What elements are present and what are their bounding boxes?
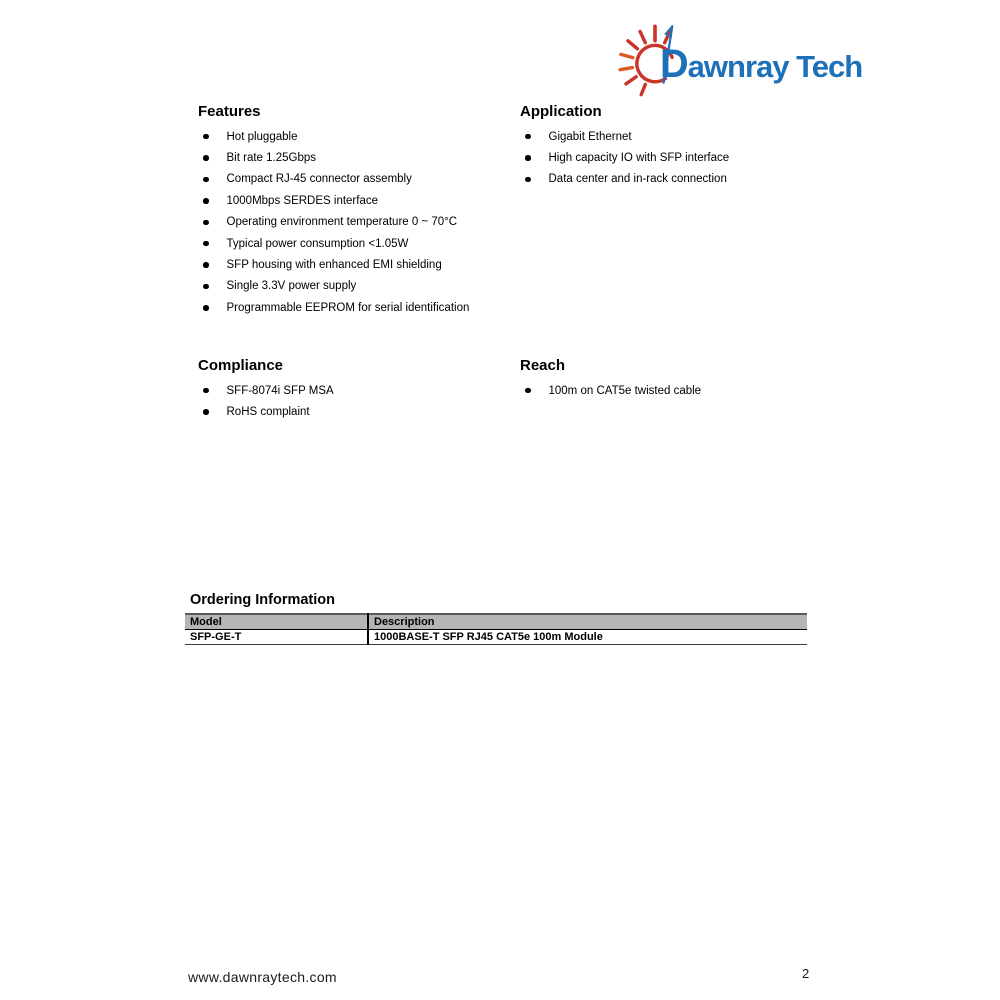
- list-item-label: Programmable EEPROM for serial identification: [226, 301, 470, 314]
- list-item-label: Operating environment temperature 0 ~ 70°C: [226, 216, 458, 229]
- features-title: Features: [198, 103, 261, 120]
- reach-title: Reach: [520, 357, 566, 374]
- list-item: [198, 233, 538, 254]
- list-item-label: Data center and in-rack connection: [548, 173, 727, 186]
- list-item-label: RoHS complaint: [226, 406, 310, 419]
- list-item-label: Compact RJ-45 connector assembly: [226, 173, 412, 186]
- table-header-description: Description: [368, 614, 807, 630]
- list-item-label: Single 3.3V power supply: [226, 280, 357, 293]
- bullet-icon: [203, 284, 209, 290]
- bullet-icon: [203, 177, 209, 183]
- list-item: [520, 147, 860, 168]
- list-item-label: SFP housing with enhanced EMI shielding: [226, 259, 442, 272]
- bullet-icon: [203, 220, 209, 226]
- list-item: [520, 169, 860, 190]
- list-item-label: High capacity IO with SFP interface: [548, 152, 730, 165]
- bullet-icon: [203, 155, 209, 161]
- section-compliance: [198, 357, 538, 423]
- table-cell-model: SFP-GE-T: [190, 631, 242, 643]
- list-item-label: SFF-8074i SFP MSA: [226, 384, 334, 397]
- features-list: [198, 126, 538, 319]
- bullet-icon: [203, 134, 209, 140]
- reach-list: [520, 380, 860, 401]
- bullet-icon: [203, 388, 209, 394]
- page-number: 2: [802, 966, 810, 981]
- bullet-icon: [203, 198, 209, 204]
- list-item-label: Typical power consumption <1.05W: [226, 237, 409, 250]
- ordering-table: [185, 613, 807, 645]
- list-item: [198, 169, 538, 190]
- list-item-label: 100m on CAT5e twisted cable: [548, 384, 702, 397]
- brand-logo: [616, 10, 862, 98]
- bullet-icon: [525, 134, 531, 140]
- list-item-label: Hot pluggable: [226, 130, 298, 143]
- list-item: [198, 254, 538, 275]
- list-item: [520, 126, 860, 147]
- brand-name: Dawnray Tech: [660, 42, 863, 86]
- list-item: [198, 276, 538, 297]
- list-item: [198, 126, 538, 147]
- list-item: [198, 190, 538, 211]
- list-item-label: Bit rate 1.25Gbps: [226, 152, 316, 165]
- section-application: [520, 103, 860, 190]
- table-header-model: Model: [190, 616, 222, 628]
- table-header-row: [185, 614, 807, 630]
- table-row: [185, 630, 807, 645]
- section-reach: [520, 357, 860, 401]
- list-item: [198, 212, 538, 233]
- bullet-icon: [525, 177, 531, 183]
- table-cell-description: 1000BASE-T SFP RJ45 CAT5e 100m Module: [368, 630, 807, 645]
- list-item: [198, 380, 538, 401]
- application-list: [520, 126, 860, 190]
- application-title: Application: [520, 103, 602, 120]
- list-item: [520, 380, 860, 401]
- footer-website: www.dawnraytech.com: [188, 969, 337, 985]
- list-item: [198, 401, 538, 422]
- bullet-icon: [203, 305, 209, 311]
- compliance-list: [198, 380, 538, 423]
- list-item: [198, 147, 538, 168]
- bullet-icon: [525, 388, 531, 394]
- bullet-icon: [203, 241, 209, 247]
- ordering-information-title: Ordering Information: [190, 592, 335, 608]
- section-features: [198, 103, 538, 319]
- bullet-icon: [203, 409, 209, 415]
- bullet-icon: [203, 262, 209, 268]
- list-item: [198, 297, 538, 318]
- compliance-title: Compliance: [198, 357, 284, 374]
- list-item-label: 1000Mbps SERDES interface: [226, 194, 378, 207]
- bullet-icon: [525, 155, 531, 161]
- list-item-label: Gigabit Ethernet: [548, 130, 632, 143]
